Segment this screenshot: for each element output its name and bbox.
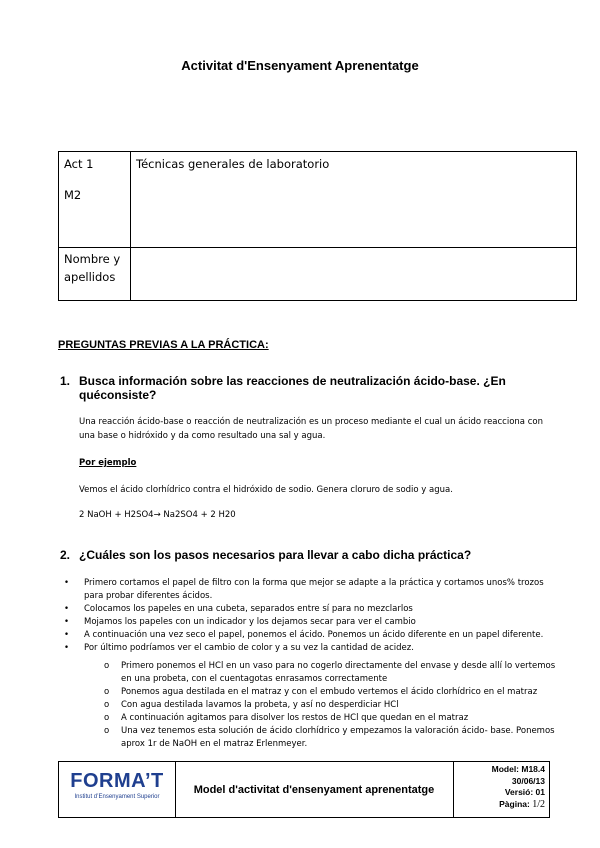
answer-1-line2: una base o hidróxido y da como resultado una sal y agua. [79, 431, 326, 441]
document-title: Activitat d'Ensenyament Aprenentatge [181, 58, 419, 73]
question-1-line2: quéconsiste? [79, 388, 157, 402]
name-label-line2: apellidos [64, 270, 116, 284]
model-number: Model: M18.4 [491, 764, 545, 774]
chemical-equation: 2 NaOH + H2SO4→ Na2SO4 + 2 H20 [79, 510, 236, 520]
logo-subtext: Institut d’Ensenyament Superior [74, 794, 160, 800]
list-item: • A continuación una vez seco el papel, ponemos el ácido. Ponemos un ácido diferente en un papel diferente. [64, 630, 544, 640]
footer-center-text: Model d'activitat d'ensenyament aprenentatge [193, 783, 435, 796]
version: Versió: 01 [504, 787, 545, 797]
question-1 [58, 374, 578, 402]
question-2-text: ¿Cuáles son los pasos necesarios para llevar a cabo dicha práctica? [79, 548, 472, 562]
module-label: M2 [64, 188, 82, 202]
list-item: • Por último podríamos ver el cambio de color y a su vez la cantidad de acidez. [64, 643, 414, 653]
footer-meta [453, 762, 545, 810]
section-heading: PREGUNTAS PREVIAS A LA PRÁCTICA: [58, 339, 269, 351]
steps-list [64, 577, 574, 655]
logo-text: FORMA’T [70, 770, 164, 792]
list-item: • Primero cortamos el papel de filtro con la forma que mejor se adapte a la práctica y cortamos unos% trozos para probar diferentes ácidos. [64, 578, 544, 601]
answer-1-line1: Una reacción ácido-base o reacción de neutralización es un proceso mediante el cual un ácido reacciona con [79, 417, 543, 427]
question-1-number: 1. [60, 374, 71, 388]
list-item: o Una vez tenemos esta solución de ácido clorhídrico y empezamos la valoración ácido- base. Ponemos aprox 1r de NaOH en el matraz Erlenmeyer. [104, 726, 555, 749]
example-paragraph: Vemos el ácido clorhídrico contra el hidróxido de sodio. Genera cloruro de sodio y agua. [79, 485, 453, 495]
name-label-line1: Nombre y [64, 252, 121, 266]
list-item: • Mojamos los papeles con un indicador y los dejamos secar para ver el cambio [64, 617, 416, 627]
list-item: o Con agua destilada lavamos la probeta, y así no desperdiciar HCl [104, 700, 399, 710]
activity-name: Técnicas generales de laboratorio [136, 157, 330, 171]
example-label: Por ejemplo [79, 458, 137, 468]
question-2-number: 2. [60, 548, 71, 562]
question-1-line1: Busca información sobre las reacciones de neutralización ácido-base. ¿En [79, 374, 506, 388]
substeps-list [104, 660, 579, 751]
list-item: o A continuación agitamos para disolver los restos de HCl que quedan en el matraz [104, 713, 469, 723]
question-2 [58, 548, 578, 562]
act-label: Act 1 [64, 157, 94, 171]
list-item: • Colocamos los papeles en una cubeta, separados entre sí para no mezclarlos [64, 604, 413, 614]
list-item: o Primero ponemos el HCl en un vaso para no cogerlo directamente del envase y desde allí lo vertemos en una probeta, con el cuentagotas enrasamos correctamente [104, 661, 556, 684]
answer-1-paragraph [79, 415, 579, 443]
info-table [58, 151, 577, 301]
footer-table [58, 761, 550, 818]
page-indicator: Pàgina: 1/2 [499, 798, 545, 810]
list-item: o Ponemos agua destilada en el matraz y con el embudo vertemos el ácido clorhídrico en el matraz [104, 687, 538, 697]
logo [59, 770, 175, 800]
model-date: 30/06/13 [511, 775, 545, 786]
